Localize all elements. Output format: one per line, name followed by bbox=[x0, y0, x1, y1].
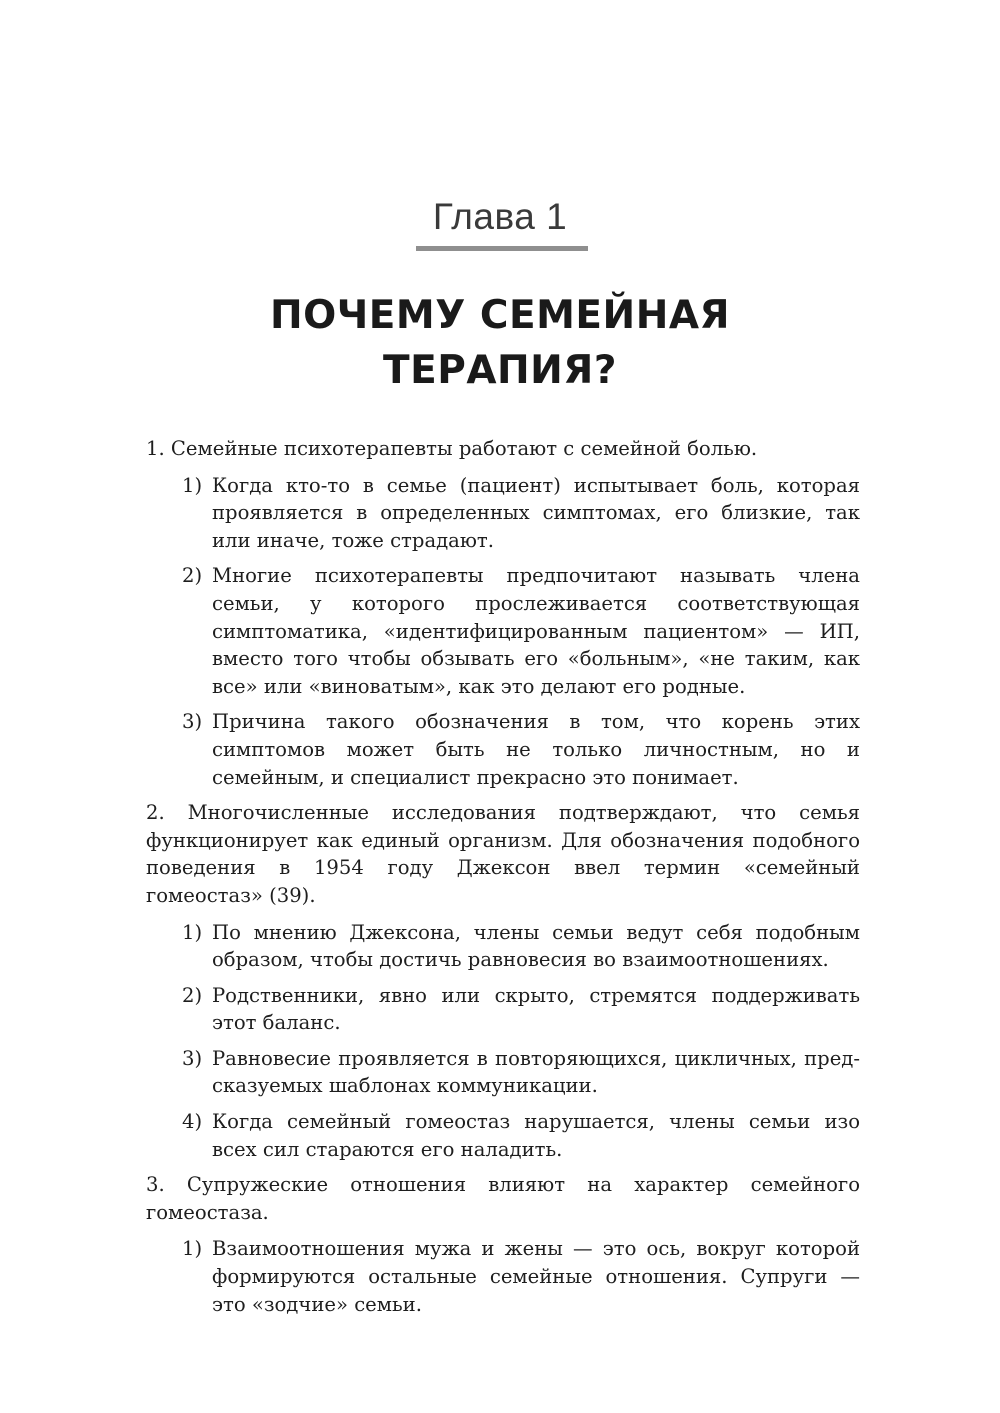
list-item bbox=[146, 1045, 860, 1100]
list-item-number: 4) bbox=[182, 1110, 203, 1134]
chapter-body bbox=[146, 435, 860, 1326]
list-item-text: Причина такого обозначения в том, что корень этих симптомов может быть не только личностным, но и семейным, и специалист прекрасно это понимает. bbox=[212, 710, 860, 789]
section-heading-3: 3. Супружеские отношения влияют на характер семейного гомеостаза. bbox=[146, 1173, 860, 1224]
list-item-number: 3) bbox=[182, 1046, 203, 1070]
list-item-number: 2) bbox=[182, 564, 203, 588]
list-item-text: Взаимоотношения мужа и жены — это ось, вокруг которой формируются остальные семейные отношения. Супруги — это «зодчие» семьи. bbox=[212, 1237, 860, 1316]
list-item-number: 2) bbox=[182, 983, 203, 1007]
list-item-text: Равновесие проявляется в повторяющихся, цикличных, предсказуемых шаблонах коммуникации. bbox=[212, 1046, 860, 1098]
section-heading-1: 1. Семейные психотерапевты работают с семейной болью. bbox=[146, 437, 758, 460]
list-item-text: Многие психотерапевты предпочитают называть члена семьи, у которого прослеживается соответствующая симптоматика, «идентифицированным пациентом» — ИП, вместо того чтобы обзывать его «больным», «не таким, как все» или «виноватым», как это делают его родные. bbox=[212, 564, 860, 698]
list-item-number: 1) bbox=[182, 920, 203, 944]
list-item bbox=[146, 1235, 860, 1318]
list-item bbox=[146, 708, 860, 791]
section-heading-2: 2. Многочисленные исследования подтверждают, что семья функционирует как единый организм. Для обозначения подобного поведения в 1954 году Джексон ввел термин «семейный гомеостаз» (39). bbox=[146, 801, 860, 907]
list-item-text: Когда семейный гомеостаз нарушается, члены семьи изо всех сил стараются его наладить. bbox=[212, 1110, 860, 1161]
chapter-divider bbox=[416, 246, 588, 251]
list-item bbox=[146, 919, 860, 974]
list-item bbox=[146, 562, 860, 700]
list-item-text: По мнению Джексона, члены семьи ведут себя подобным образом, чтобы достичь равновесия во взаимоотношениях. bbox=[212, 920, 860, 972]
list-item-text: Родственники, явно или скрыто, стремятся поддерживать этот баланс. bbox=[212, 983, 860, 1035]
chapter-title-line-1: ПОЧЕМУ СЕМЕЙНАЯ bbox=[269, 293, 731, 338]
chapter-title bbox=[0, 288, 1000, 398]
list-item-text: Когда кто-то в семье (пациент) испытывает боль, которая проявляется в определенных симптомах, его близкие, так или иначе, тоже страдают. bbox=[212, 473, 860, 552]
chapter-label: Глава 1 bbox=[432, 196, 568, 237]
list-item-number: 3) bbox=[182, 710, 203, 734]
list-item-number: 1) bbox=[182, 473, 203, 497]
list-item bbox=[146, 472, 860, 555]
chapter-title-line-2: ТЕРАПИЯ? bbox=[383, 348, 617, 393]
list-item-number: 1) bbox=[182, 1237, 203, 1261]
list-item bbox=[146, 1108, 860, 1163]
list-item bbox=[146, 982, 860, 1037]
